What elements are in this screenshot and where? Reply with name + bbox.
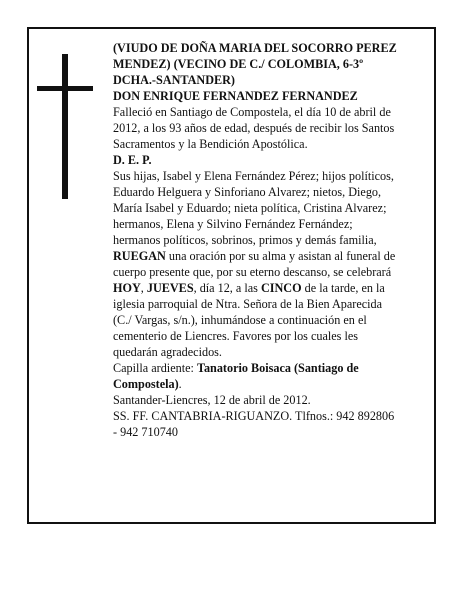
funeral-text-1: una oración por su alma y asistan al funeral de cuerpo presente que, por su eterno descanso, se celebrará [113, 249, 396, 279]
family-paragraph: Sus hijas, Isabel y Elena Fernández Pérez; hijos políticos, Eduardo Helguera y Sinforiano Alvarez; nietos, Diego, María Isabel y Eduardo; nieta política, Cristina Alvarez; hermanos, Elena y Silvino Fernández Fernández; hermanos políticos, sobrinos, primos y demás familia, [113, 169, 394, 247]
obituary-text [113, 40, 399, 440]
rip-line: D. E. P. [113, 153, 152, 167]
chapel-name: Tanatorio Boisaca (Santiago de Compostela) [113, 361, 359, 391]
deceased-header: (VIUDO DE DOÑA MARIA DEL SOCORRO PEREZ MENDEZ) (VECINO DE C./ COLOMBIA, 6-3º DCHA.-SANTANDER) [113, 41, 397, 87]
place-date: Santander-Liencres, 12 de abril de 2012. [113, 393, 311, 407]
chapel-line [113, 360, 399, 392]
funeral-home: SS. FF. CANTABRIA-RIGUANZO. Tlfnos.: 942 892806 - 942 710740 [113, 409, 395, 439]
deceased-name: DON ENRIQUE FERNANDEZ FERNANDEZ [113, 89, 358, 103]
hoy-word: HOY [113, 281, 141, 295]
death-paragraph: Falleció en Santiago de Compostela, el día 10 de abril de 2012, a los 93 años de edad, después de recibir los Santos Sacramentos y la Bendición Apostólica. [113, 105, 395, 151]
cinco-word: CINCO [260, 281, 302, 295]
jueves-word: JUEVES [146, 281, 194, 295]
ruegan-word: RUEGAN [113, 249, 166, 263]
chapel-label: Capilla ardiente: [113, 361, 197, 375]
cross-icon [37, 54, 93, 199]
funeral-text-2: , día 12, a las [193, 281, 261, 295]
funeral-comma: , [140, 281, 147, 295]
chapel-end: . [178, 377, 182, 391]
funeral-text-3: de la tarde, en la iglesia parroquial de Ntra. Señora de la Bien Aparecida (C./ Vargas, s/n.), inhumándose a continuación en el cementerio de Liencres. Favores por los cuales les quedarán agradecidos. [113, 281, 385, 359]
funeral-paragraph [113, 248, 399, 360]
